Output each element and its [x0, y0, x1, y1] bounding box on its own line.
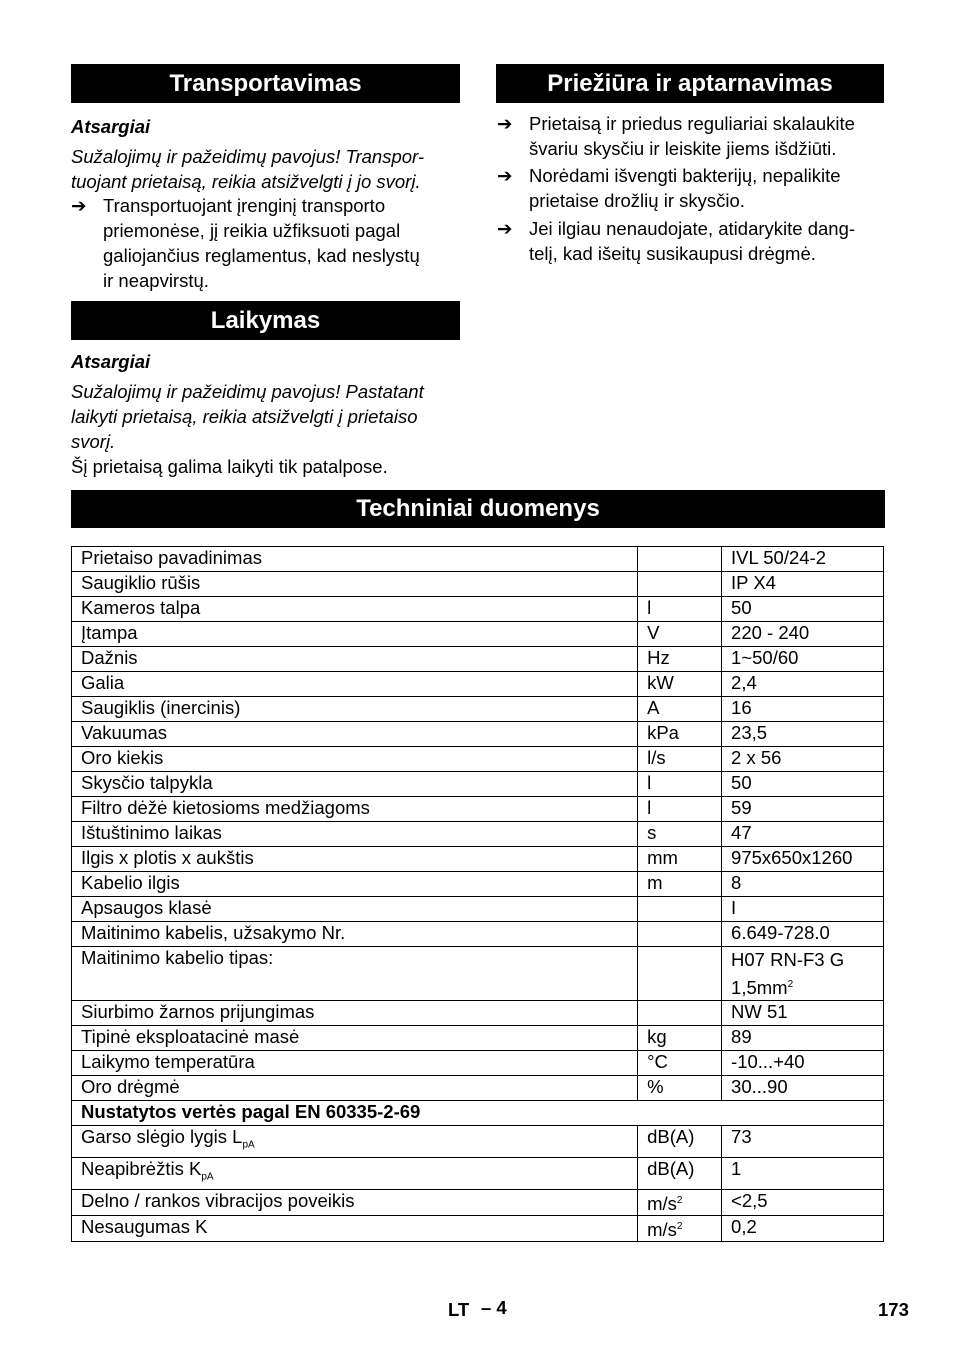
table-row — [72, 547, 884, 572]
bullet-line: švariu skysčiu ir leiskite jiems išdžiūti. — [529, 138, 837, 159]
table-row — [72, 1189, 884, 1215]
arrow-right-icon: ➔ — [497, 218, 513, 239]
spec-unit: l — [638, 597, 722, 622]
transport-bullet-text — [103, 193, 420, 293]
spec-name: Delno / rankos vibracijos poveikis — [72, 1189, 638, 1215]
table-row — [72, 1051, 884, 1076]
spec-unit — [638, 947, 722, 1001]
spec-unit: s — [638, 822, 722, 847]
spec-name: Oro kiekis — [72, 747, 638, 772]
spec-name: Ilgis x plotis x aukštis — [72, 847, 638, 872]
spec-name: Siurbimo žarnos prijungimas — [72, 1001, 638, 1026]
spec-value: 220 - 240 — [722, 622, 884, 647]
spec-unit: Hz — [638, 647, 722, 672]
table-row — [72, 1215, 884, 1241]
spec-name — [72, 1126, 638, 1158]
spec-value: 0,2 — [722, 1215, 884, 1241]
table-row — [72, 747, 884, 772]
spec-value: 1 — [722, 1157, 884, 1189]
storage-heading: Laikymas — [71, 301, 460, 340]
bullet-line: prietaise drožlių ir skysčio. — [529, 190, 745, 211]
transport-caution-line: Sužalojimų ir pažeidimų pavojus! Transpor- — [71, 146, 425, 167]
spec-name: Ištuštinimo laikas — [72, 822, 638, 847]
table-row — [72, 1126, 884, 1158]
transport-caution-title: Atsargiai — [71, 116, 151, 137]
spec-name: Saugiklis (inercinis) — [72, 697, 638, 722]
spec-value: 50 — [722, 772, 884, 797]
spec-name: Saugiklio rūšis — [72, 572, 638, 597]
vib-uncert-unit-sup: 2 — [676, 1220, 683, 1232]
spec-name: Laikymo temperatūra — [72, 1051, 638, 1076]
noise-sub: pA — [242, 1139, 255, 1151]
spec-name: Įtampa — [72, 622, 638, 647]
table-row — [72, 722, 884, 747]
vibration-unit-sup: 2 — [676, 1194, 683, 1206]
spec-unit: kW — [638, 672, 722, 697]
storage-caution-title: Atsargiai — [71, 351, 151, 372]
footer-lang: LT — [448, 1299, 470, 1320]
spec-unit: °C — [638, 1051, 722, 1076]
table-row — [72, 822, 884, 847]
care-bullet-text — [529, 111, 855, 161]
table-row — [72, 1157, 884, 1189]
arrow-right-icon: ➔ — [71, 195, 87, 216]
care-bullet — [497, 111, 892, 161]
tech-heading: Techniniai duomenys — [71, 490, 885, 528]
table-row — [72, 1026, 884, 1051]
table-row — [72, 947, 884, 1001]
uncertainty-label: Neapibrėžtis K — [81, 1157, 202, 1179]
spec-name: Filtro dėžė kietosioms medžiagoms — [72, 797, 638, 822]
table-row — [72, 572, 884, 597]
spec-value: 975x650x1260 — [722, 847, 884, 872]
table-section-row — [72, 1101, 884, 1126]
bullet-line: Norėdami išvengti bakterijų, nepalikite — [529, 165, 841, 186]
spec-unit — [638, 572, 722, 597]
bullet-line: telį, kad išeitų susikaupusi drėgmė. — [529, 243, 816, 264]
table-row — [72, 1001, 884, 1026]
spec-value: 2 x 56 — [722, 747, 884, 772]
spec-unit — [638, 1215, 722, 1241]
table-row — [72, 597, 884, 622]
spec-value: 16 — [722, 697, 884, 722]
transport-caution-line: tuojant prietaisą, reikia atsižvelgti į jo svorį. — [71, 171, 421, 192]
spec-name: Kameros talpa — [72, 597, 638, 622]
uncertainty-sub: pA — [201, 1171, 214, 1183]
spec-value: 23,5 — [722, 722, 884, 747]
table-row — [72, 697, 884, 722]
spec-unit — [638, 897, 722, 922]
table-row — [72, 872, 884, 897]
bullet-line: ir neapvirstų. — [103, 270, 209, 291]
care-bullet — [497, 216, 892, 266]
tech-data-table — [71, 546, 884, 1242]
spec-name: Galia — [72, 672, 638, 697]
table-row — [72, 1076, 884, 1101]
table-row — [72, 772, 884, 797]
care-bullet — [497, 163, 892, 213]
vibration-unit: m/s — [647, 1192, 677, 1214]
noise-label: Garso slėgio lygis L — [81, 1126, 243, 1148]
cable-type-line2: 1,5mm — [731, 977, 788, 999]
spec-value: 59 — [722, 797, 884, 822]
storage-caution-line: svorį. — [71, 431, 116, 452]
spec-unit: dB(A) — [638, 1126, 722, 1158]
spec-value: NW 51 — [722, 1001, 884, 1026]
spec-name: Maitinimo kabelis, užsakymo Nr. — [72, 922, 638, 947]
spec-value: 30...90 — [722, 1076, 884, 1101]
spec-value: 89 — [722, 1026, 884, 1051]
bullet-line: Prietaisą ir priedus reguliariai skalaukite — [529, 113, 855, 134]
spec-name — [72, 1157, 638, 1189]
spec-unit: m — [638, 872, 722, 897]
spec-unit: kg — [638, 1026, 722, 1051]
spec-value: IP X4 — [722, 572, 884, 597]
storage-note: Šį prietaisą galima laikyti tik patalpose. — [71, 456, 388, 477]
spec-unit: l — [638, 797, 722, 822]
spec-unit: l/s — [638, 747, 722, 772]
spec-value: 6.649-728.0 — [722, 922, 884, 947]
bullet-line: galiojančius reglamentus, kad neslystų — [103, 245, 420, 266]
spec-name: Prietaiso pavadinimas — [72, 547, 638, 572]
spec-name: Nesaugumas K — [72, 1215, 638, 1241]
bullet-line: Jei ilgiau nenaudojate, atidarykite dang- — [529, 218, 856, 239]
cable-type-sup: 2 — [787, 979, 794, 990]
spec-value: 1~50/60 — [722, 647, 884, 672]
arrow-right-icon: ➔ — [497, 165, 513, 186]
spec-unit — [638, 922, 722, 947]
transport-caution-text — [71, 144, 471, 194]
spec-unit: V — [638, 622, 722, 647]
spec-name: Skysčio talpykla — [72, 772, 638, 797]
spec-name: Maitinimo kabelio tipas: — [72, 947, 638, 1001]
spec-name: Tipinė eksploatacinė masė — [72, 1026, 638, 1051]
spec-name: Kabelio ilgis — [72, 872, 638, 897]
table-row — [72, 897, 884, 922]
table-row — [72, 647, 884, 672]
spec-value: 2,4 — [722, 672, 884, 697]
spec-value: IVL 50/24-2 — [722, 547, 884, 572]
spec-value: 8 — [722, 872, 884, 897]
spec-unit — [638, 1001, 722, 1026]
table-row — [72, 922, 884, 947]
spec-value — [722, 947, 884, 1001]
storage-caution-line: laikyti prietaisą, reikia atsižvelgti į prietaiso — [71, 406, 418, 427]
spec-unit — [638, 547, 722, 572]
care-bullet-text — [529, 163, 841, 213]
table-row — [72, 797, 884, 822]
cable-type-line1: H07 RN-F3 G — [731, 949, 845, 970]
transport-heading: Transportavimas — [71, 64, 460, 103]
spec-value: 50 — [722, 597, 884, 622]
spec-name: Vakuumas — [72, 722, 638, 747]
storage-caution-line: Sužalojimų ir pažeidimų pavojus! Pastatant — [71, 381, 424, 402]
spec-unit: A — [638, 697, 722, 722]
spec-name: Dažnis — [72, 647, 638, 672]
bullet-line: priemonėse, jį reikia užfiksuoti pagal — [103, 220, 401, 241]
footer-page-label: – 4 — [481, 1297, 507, 1318]
storage-caution-text — [71, 379, 471, 454]
spec-unit — [638, 1189, 722, 1215]
spec-value: 73 — [722, 1126, 884, 1158]
spec-value: -10...+40 — [722, 1051, 884, 1076]
transport-bullet — [71, 193, 471, 293]
bullet-line: Transportuojant įrenginį transporto — [103, 195, 386, 216]
spec-unit: l — [638, 772, 722, 797]
table-row — [72, 622, 884, 647]
care-bullet-text — [529, 216, 855, 266]
spec-unit: % — [638, 1076, 722, 1101]
spec-unit: dB(A) — [638, 1157, 722, 1189]
spec-name: Oro drėgmė — [72, 1076, 638, 1101]
vib-uncert-unit: m/s — [647, 1218, 677, 1240]
footer-page-number: 173 — [878, 1299, 909, 1320]
section-title: Nustatytos vertės pagal EN 60335-2-69 — [72, 1101, 884, 1126]
spec-value: <2,5 — [722, 1189, 884, 1215]
spec-unit: mm — [638, 847, 722, 872]
spec-unit: kPa — [638, 722, 722, 747]
spec-value: 47 — [722, 822, 884, 847]
arrow-right-icon: ➔ — [497, 113, 513, 134]
table-row — [72, 672, 884, 697]
table-row — [72, 847, 884, 872]
spec-value: I — [722, 897, 884, 922]
spec-name: Apsaugos klasė — [72, 897, 638, 922]
care-heading: Priežiūra ir aptarnavimas — [496, 64, 884, 103]
